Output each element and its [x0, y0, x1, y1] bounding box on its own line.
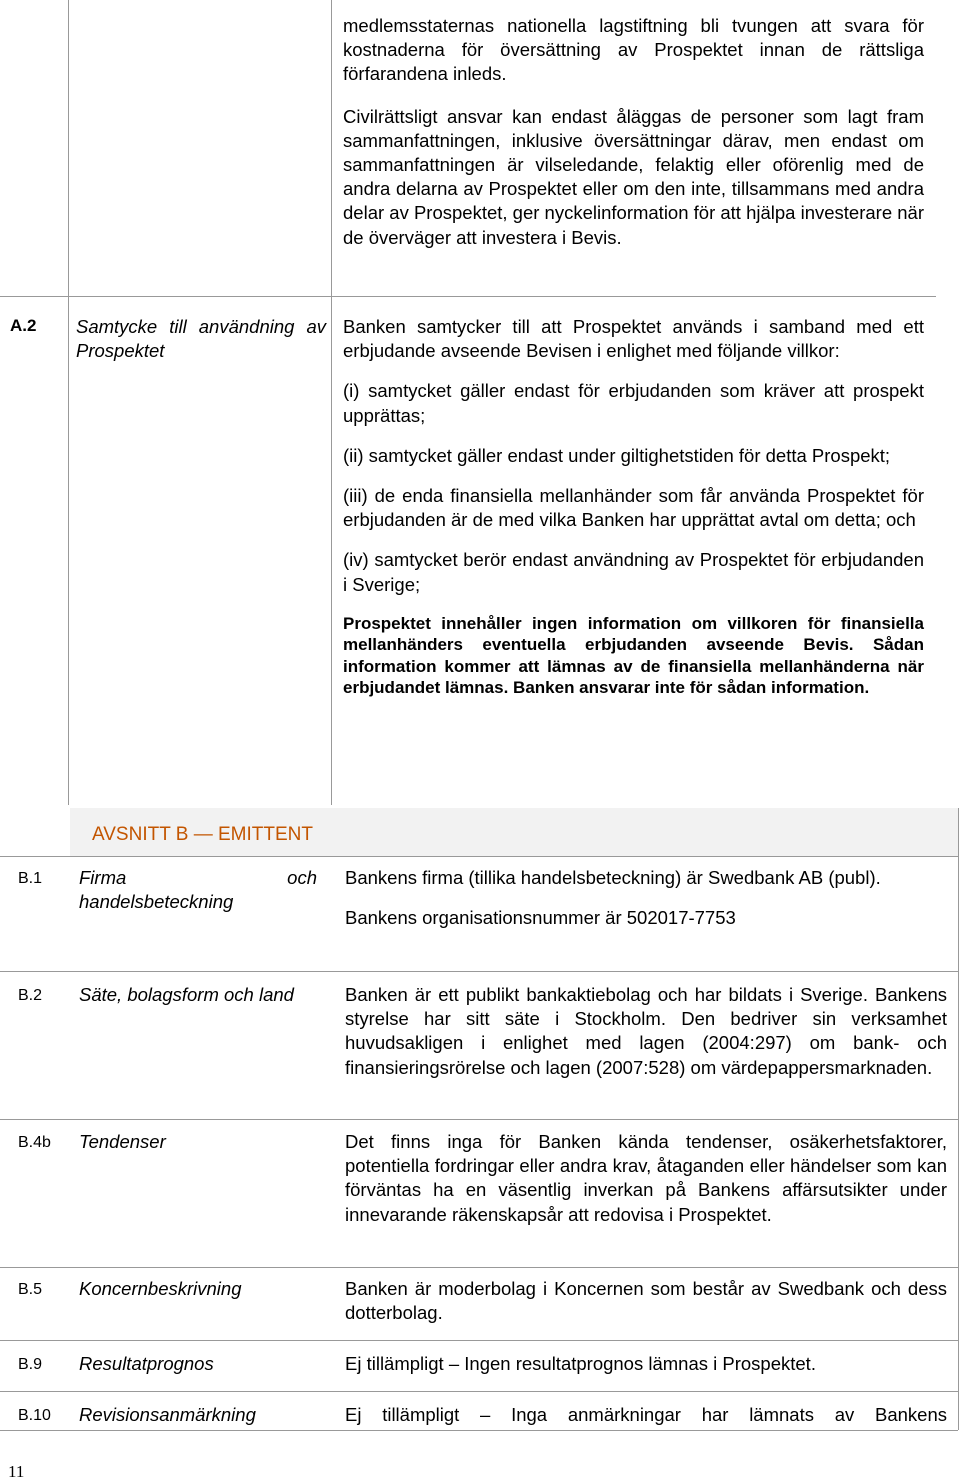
- b10-para-1: Ej tillämpligt – Inga anmärkningar har lämnats av Bankens: [345, 1404, 947, 1425]
- a2-intro: Banken samtycker till att Prospektet används i samband med ett erbjudande avseende Bevisen i enlighet med följande villkor:: [343, 316, 924, 362]
- element-title: Revisionsanmärkning: [79, 1404, 256, 1425]
- a2-bold-note: Prospektet innehåller ingen information om villkoren för finansiella mellanhänders eventuella erbjudanden avseende Bevis. Sådan information kommer att lämnas av de finansiella mellanhänderna när erbjudandet lämnas. Banken ansvarar inte för sådan information.: [343, 613, 924, 698]
- element-id: A.2: [10, 316, 37, 335]
- element-content: [345, 983, 947, 1080]
- element-id: B.9: [18, 1356, 43, 1373]
- b4b-para-1: Det finns inga för Banken kända tendenser, osäkerhetsfaktorer, potentiella fordringar eller andra krav, åtaganden eller händelser som kan förväntas ha en väsentlig inverkan på Bankens affärsutsikter under innevarande räkenskapsår att redovisa i Prospektet.: [345, 1131, 947, 1225]
- b9-para-1: Ej tillämpligt – Ingen resultatprognos lämnas i Prospektet.: [345, 1353, 816, 1374]
- element-title-text: Säte, bolagsform och land: [79, 984, 294, 1005]
- element-title: Tendenser: [79, 1131, 166, 1152]
- b1-para-2: Bankens organisationsnummer är 502017-7753: [345, 907, 736, 929]
- top-row-content: [343, 14, 924, 250]
- section-title: AVSNITT B — EMITTENT: [92, 824, 313, 845]
- element-title: [79, 983, 317, 1007]
- element-id: B.1: [18, 870, 43, 887]
- a2-condition-3: (iii) de enda finansiella mellanhänder som får använda Prospektet för erbjudanden är de med vilka Banken har upprättat avtal om detta; och: [343, 485, 924, 531]
- b1-para-1: Bankens firma (tillika handelsbeteckning) är Swedbank AB (publ).: [345, 867, 881, 888]
- element-id: B.5: [18, 1281, 43, 1298]
- a2-condition-2: (ii) samtycket gäller endast under giltighetstiden för detta Prospekt;: [343, 444, 891, 466]
- row-divider: [0, 1340, 958, 1341]
- row-divider: [0, 1119, 958, 1120]
- row-divider: [0, 1391, 958, 1392]
- a2-condition-4: (iv) samtycket berör endast användning av Prospektet för erbjudanden i Sverige;: [343, 549, 924, 595]
- table-border-middle: [331, 0, 332, 805]
- row-divider: [0, 296, 936, 297]
- element-content: [345, 1352, 947, 1376]
- table-border-bottom: [0, 1430, 958, 1431]
- top-row-para-2: Civilrättsligt ansvar kan endast åläggas de personer som lagt fram sammanfattningen, inklusive översättningar därav, men endast om sammanfattningen är vilseledande, felaktig eller oförenlig med de andra delarna av Prospektet eller om den inte, tillsammans med andra delar av Prospektet, ger nyckelinformation för att hjälpa investerare när de överväger att investera i Bevis.: [343, 105, 924, 248]
- element-title: Samtycke till användning av Prospektet: [76, 316, 326, 362]
- element-content: [343, 315, 924, 699]
- table-border-top: [0, 856, 958, 857]
- element-title: [79, 866, 317, 914]
- element-content: [345, 1277, 947, 1325]
- table-border-left: [68, 0, 69, 805]
- b2-para-1: Banken är ett publikt bankaktiebolag och har bildats i Sverige. Bankens styrelse har sitt säte i Stockholm. Den bedriver sin verksamhet huvudsakligen i enlighet med lagen (2004:297) om bank- och finansieringsrörelse och lagen (2007:528) om värdepappersmarknaden.: [345, 984, 947, 1078]
- a2-condition-1: (i) samtycket gäller endast för erbjudanden som kräver att prospekt upprättas;: [343, 380, 924, 426]
- top-row-para-1: medlemsstaternas nationella lagstiftning bli tvungen att svara för kostnaderna för översättning av Prospektet innan de rättsliga förfarandena inleds.: [343, 15, 924, 85]
- table-border-right: [958, 808, 959, 1430]
- element-id: B.10: [18, 1407, 51, 1424]
- element-content: [345, 866, 947, 930]
- element-content: [345, 1403, 947, 1427]
- element-content: [345, 1130, 947, 1227]
- element-title-text: Firma och handelsbeteckning: [79, 867, 317, 913]
- element-title: Resultatprognos: [79, 1353, 214, 1374]
- element-title: Koncernbeskrivning: [79, 1278, 242, 1299]
- element-id: B.2: [18, 987, 43, 1004]
- element-id: B.4b: [18, 1134, 51, 1151]
- b5-para-1: Banken är moderbolag i Koncernen som består av Swedbank och dess dotterbolag.: [345, 1278, 947, 1324]
- row-divider: [0, 1267, 958, 1268]
- page-number: 11: [8, 1462, 25, 1481]
- row-divider: [0, 971, 958, 972]
